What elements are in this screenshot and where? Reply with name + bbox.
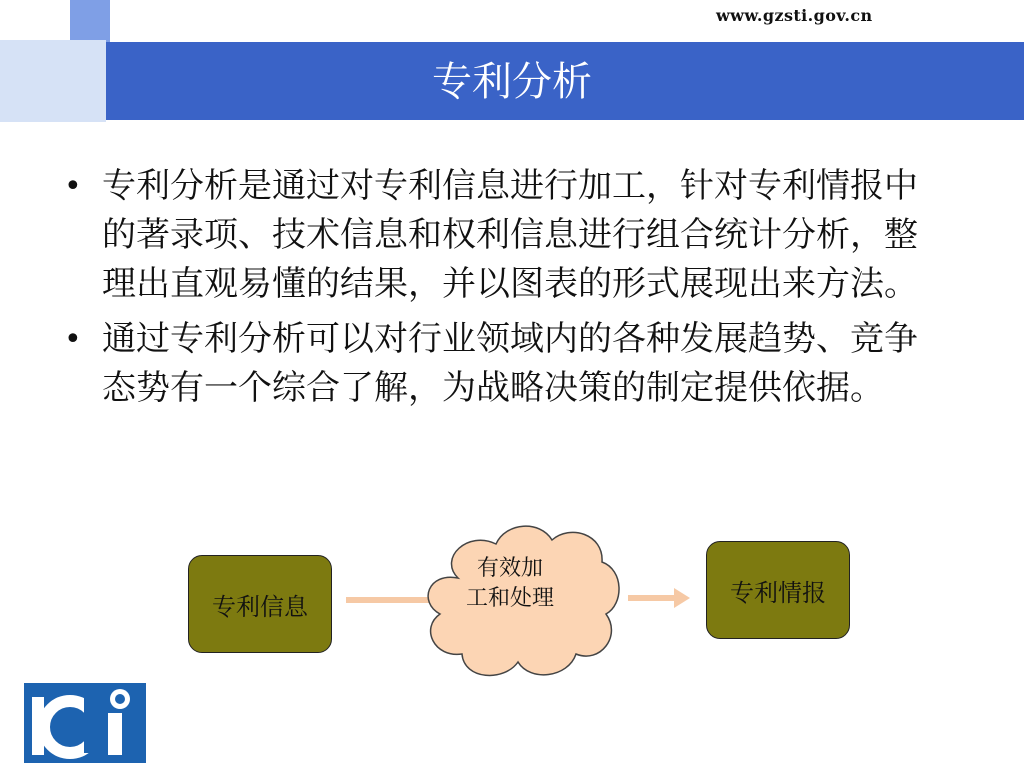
arrow-right: [628, 584, 692, 612]
process-cloud-line1: 有效加: [476, 556, 543, 581]
bullet-text: 专利分析是通过对专利信息进行加工，针对专利情报中的著录项、技术信息和权利信息进行组合统计分析，整理出直观易懂的结果，并以图表的形式展现出来方法。: [102, 166, 918, 304]
process-cloud-text: [440, 554, 580, 614]
bullet-item: [62, 162, 942, 309]
patent-intel-box: [706, 541, 850, 639]
process-cloud-line2: 工和处理: [465, 586, 554, 611]
bullet-icon: •: [64, 322, 82, 357]
slide-title: 专利分析: [432, 59, 592, 105]
gzsti-logo-icon: [24, 683, 146, 763]
bullet-icon: •: [64, 169, 82, 204]
patent-info-label: 专利信息: [212, 592, 308, 621]
bullet-text: 通过专利分析可以对行业领域内的各种发展趋势、竞争态势有一个综合了解，为战略决策的制定提供依据。: [102, 319, 918, 408]
website-url: www.gzsti.gov.cn: [716, 6, 873, 25]
bullet-item: [62, 315, 942, 413]
patent-info-box: [188, 555, 332, 653]
patent-intel-label: 专利情报: [730, 578, 826, 607]
decor-square-1: [70, 0, 110, 44]
bullet-list: [62, 162, 942, 419]
